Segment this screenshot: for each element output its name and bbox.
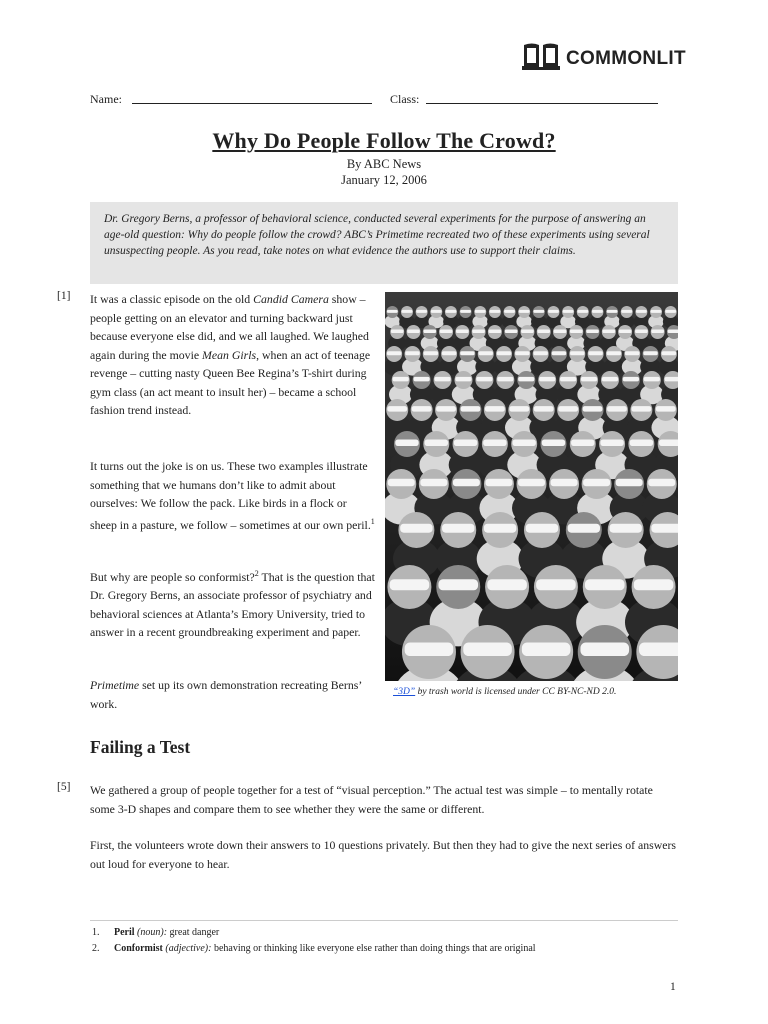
footnote-pos: (noun): bbox=[137, 927, 168, 938]
paragraph-1 bbox=[90, 290, 376, 420]
p3-text-b: That is the question that Dr. Gregory Berns, an associate professor of psychiatry and behavioral sciences at Atlanta’s Emory University, tried to answer in a recent groundbreaking experiment and paper. bbox=[90, 569, 375, 640]
article-date: January 12, 2006 bbox=[341, 173, 427, 187]
article-author: By ABC News bbox=[346, 157, 422, 171]
paragraph-number: [5] bbox=[57, 781, 71, 793]
p2-text: It turns out the joke is on us. These two examples illustrate something that we humans don’t like to admit about ourselves: We follow the pack. Like birds in a flock or sheep in a pasture, we follow – sometimes at our own peril. bbox=[90, 459, 371, 532]
footnote-2 bbox=[92, 943, 536, 954]
article-title: Why Do People Follow The Crowd? bbox=[212, 128, 556, 153]
logo-text: COMMONLIT bbox=[566, 47, 686, 69]
p1-text-e: , when an act of teenage revenge – cutting nasty Queen Bee Regina’s T-shirt during gym class (an act meant to insult her) – became a school fashion trend instead. bbox=[90, 347, 371, 417]
commonlit-logo bbox=[522, 41, 686, 76]
name-label: Name: bbox=[90, 92, 122, 106]
p1-text-c: show – people getting on an elevator and turning backward just because everyone else did, and we all laughed. We laughed again during the movie bbox=[90, 292, 369, 362]
paragraph-2 bbox=[90, 457, 376, 534]
caption-text: by trash world is licensed under CC BY-NC-ND 2.0. bbox=[415, 687, 617, 697]
audience-photo bbox=[385, 292, 678, 681]
footnote-number: 2. bbox=[92, 943, 100, 954]
p3-text-a: But why are people so conformist? bbox=[90, 569, 255, 584]
p4-show-title: Primetime bbox=[90, 678, 140, 692]
footnote-term: Conformist bbox=[114, 943, 163, 954]
book-icon bbox=[522, 41, 560, 76]
caption-link[interactable]: “3D” bbox=[393, 687, 416, 697]
paragraph-6: First, the volunteers wrote down their answers to 10 questions privately. But then they had to give the next series of answers out loud for everyone to hear. bbox=[90, 838, 677, 871]
footnote-divider bbox=[90, 920, 678, 921]
page-number: 1 bbox=[670, 981, 676, 993]
footnote-ref[interactable]: 2 bbox=[254, 569, 259, 578]
footnote-number: 1. bbox=[92, 927, 100, 938]
p4-text: set up its own demonstration recreating Berns’ work. bbox=[90, 678, 362, 711]
p1-text-a: It was a classic episode on the old bbox=[90, 292, 254, 306]
footnote-pos: (adjective): bbox=[165, 943, 212, 954]
paragraph-5: We gathered a group of people together for a test of “visual perception.” The actual test was simple – to mentally rotate some 3-D shapes and compare them to see whether they were the same or different. bbox=[90, 783, 653, 816]
class-label: Class: bbox=[390, 92, 420, 106]
image-caption bbox=[393, 687, 616, 697]
name-field[interactable] bbox=[132, 103, 372, 104]
intro-box: Dr. Gregory Berns, a professor of behavioral science, conducted several experiments for the purpose of answering an age-old question: Why do people follow the crowd? ABC’s Primetime recreated two of these experiments using several unsuspecting people. As you read, take notes on what evidence the authors use to support their claims. bbox=[90, 202, 678, 284]
footnote-1 bbox=[92, 927, 219, 938]
footnote-definition: behaving or thinking like everyone else rather than doing things that are original bbox=[211, 943, 536, 954]
p1-movie-title: Mean Girls bbox=[202, 347, 257, 362]
p1-show-title: Candid Camera bbox=[253, 292, 329, 306]
footnote-ref[interactable]: 1 bbox=[370, 516, 375, 526]
paragraph-4 bbox=[90, 676, 376, 713]
footnote-term: Peril bbox=[114, 927, 135, 938]
section-heading: Failing a Test bbox=[90, 737, 191, 757]
footnote-definition: great danger bbox=[167, 927, 220, 938]
class-field[interactable] bbox=[426, 103, 658, 104]
paragraph-3 bbox=[90, 565, 376, 642]
paragraph-number: [1] bbox=[57, 290, 71, 302]
